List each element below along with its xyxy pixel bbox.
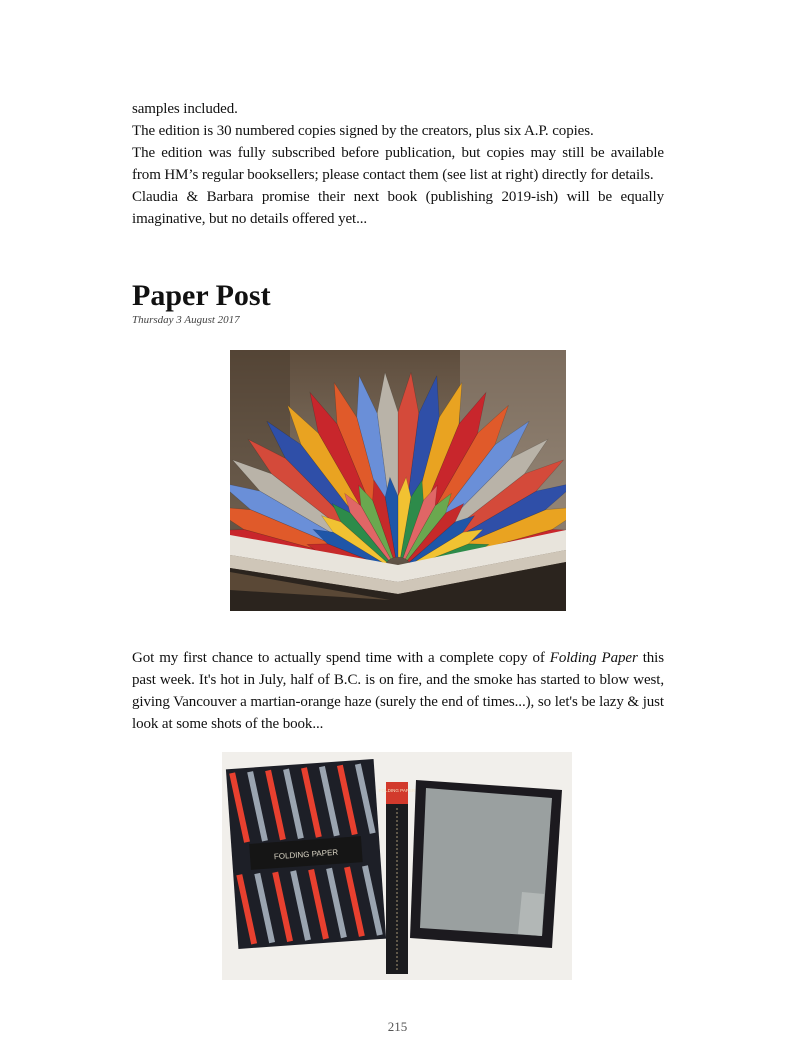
post-body (132, 647, 664, 735)
book-and-box-photo (222, 752, 572, 980)
book-cover (226, 759, 386, 949)
post-date: Thursday 3 August 2017 (132, 314, 240, 326)
intro-paragraph-1: samples included. (132, 101, 238, 117)
popup-fan-photo (230, 350, 566, 611)
intro-paragraph-4: Claudia & Barbara promise their next book (publishing 2019-ish) will be equally imaginative, but no details offered yet... (132, 189, 664, 227)
post-title: Paper Post (132, 279, 271, 312)
intro-paragraph-3: The edition was fully subscribed before publication, but copies may still be available from HM’s regular booksellers; please contact them (see list at right) directly for details. (132, 145, 664, 183)
intro-paragraph-2: The edition is 30 numbered copies signed by the creators, plus six A.P. copies. (132, 123, 594, 139)
spine-title: FOLDING PAPER (378, 788, 416, 793)
book-title-italic: Folding Paper (549, 650, 638, 666)
intro-text (132, 98, 664, 230)
cover-title: FOLDING PAPER (273, 847, 339, 862)
post-body-text: Got my first chance to actually spend time with a complete copy of Folding Paper this past week. It's hot in July, half of B.C. is on fire, and the smoke has started to blow west, giving Vancouver a martian-orange haze (surely the end of times...), so let's be lazy & just look at some shots of the book... (132, 650, 664, 732)
page-number: 215 (387, 1019, 408, 1034)
slipcase-box (410, 780, 562, 948)
